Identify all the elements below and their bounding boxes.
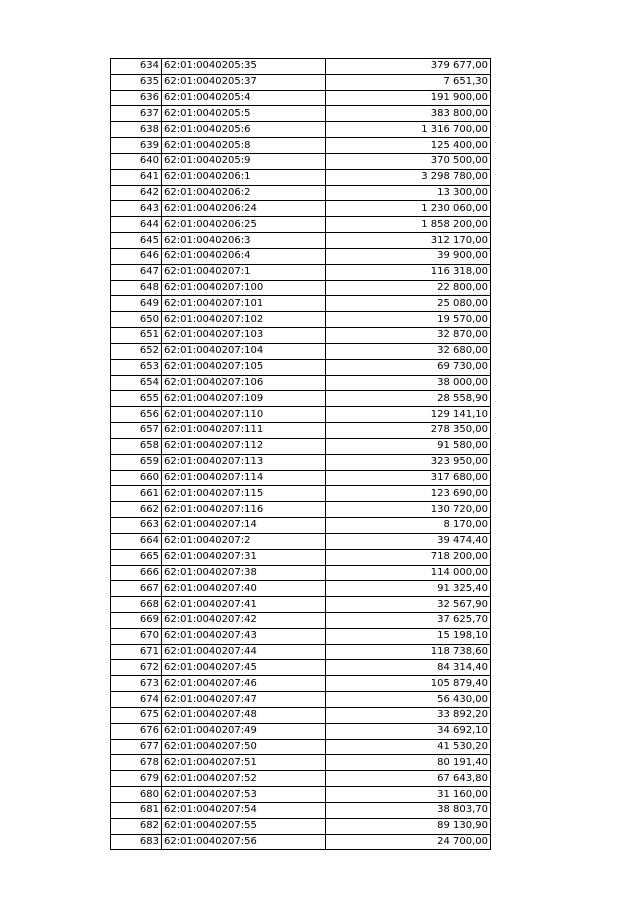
cadastral-value-table	[110, 58, 491, 850]
cadastral-value-cell: 39 474,40	[326, 533, 491, 549]
cadastral-number-cell: 62:01:0040207:2	[162, 533, 326, 549]
row-number-cell: 659	[111, 454, 162, 470]
cadastral-number-cell: 62:01:0040207:112	[162, 438, 326, 454]
cadastral-value-cell: 379 677,00	[326, 59, 491, 75]
row-number-cell: 668	[111, 597, 162, 613]
cadastral-number-cell: 62:01:0040207:38	[162, 565, 326, 581]
row-number-cell: 674	[111, 692, 162, 708]
table-row	[111, 565, 491, 581]
cadastral-value-cell: 19 570,00	[326, 312, 491, 328]
row-number-cell: 670	[111, 628, 162, 644]
row-number-cell: 664	[111, 533, 162, 549]
cadastral-number-cell: 62:01:0040207:116	[162, 502, 326, 518]
table-row	[111, 612, 491, 628]
row-number-cell: 675	[111, 707, 162, 723]
cadastral-number-cell: 62:01:0040207:54	[162, 802, 326, 818]
row-number-cell: 680	[111, 787, 162, 803]
cadastral-value-cell: 125 400,00	[326, 138, 491, 154]
row-number-cell: 660	[111, 470, 162, 486]
row-number-cell: 682	[111, 818, 162, 834]
row-number-cell: 650	[111, 312, 162, 328]
cadastral-number-cell: 62:01:0040207:115	[162, 486, 326, 502]
row-number-cell: 683	[111, 834, 162, 850]
table-row	[111, 502, 491, 518]
table-row	[111, 597, 491, 613]
cadastral-number-cell: 62:01:0040207:50	[162, 739, 326, 755]
cadastral-value-cell: 84 314,40	[326, 660, 491, 676]
table-row	[111, 233, 491, 249]
table-row	[111, 185, 491, 201]
cadastral-value-cell: 13 300,00	[326, 185, 491, 201]
cadastral-value-cell: 718 200,00	[326, 549, 491, 565]
cadastral-number-cell: 62:01:0040207:110	[162, 407, 326, 423]
table-row	[111, 407, 491, 423]
cadastral-value-cell: 1 230 060,00	[326, 201, 491, 217]
cadastral-number-cell: 62:01:0040206:2	[162, 185, 326, 201]
table-row	[111, 518, 491, 534]
cadastral-number-cell: 62:01:0040207:31	[162, 549, 326, 565]
table-row	[111, 90, 491, 106]
row-number-cell: 666	[111, 565, 162, 581]
cadastral-number-cell: 62:01:0040207:53	[162, 787, 326, 803]
cadastral-value-cell: 32 567,90	[326, 597, 491, 613]
row-number-cell: 679	[111, 771, 162, 787]
cadastral-value-cell: 191 900,00	[326, 90, 491, 106]
row-number-cell: 655	[111, 391, 162, 407]
cadastral-value-cell: 3 298 780,00	[326, 169, 491, 185]
cadastral-number-cell: 62:01:0040206:4	[162, 248, 326, 264]
table-row	[111, 153, 491, 169]
cadastral-number-cell: 62:01:0040205:5	[162, 106, 326, 122]
table-row	[111, 723, 491, 739]
cadastral-number-cell: 62:01:0040206:25	[162, 217, 326, 233]
row-number-cell: 657	[111, 423, 162, 439]
row-number-cell: 671	[111, 644, 162, 660]
table-row	[111, 486, 491, 502]
row-number-cell: 677	[111, 739, 162, 755]
row-number-cell: 658	[111, 438, 162, 454]
cadastral-value-cell: 118 738,60	[326, 644, 491, 660]
table-row	[111, 169, 491, 185]
table-row	[111, 438, 491, 454]
table-row	[111, 707, 491, 723]
cadastral-value-cell: 31 160,00	[326, 787, 491, 803]
cadastral-value-cell: 383 800,00	[326, 106, 491, 122]
table-row	[111, 533, 491, 549]
cadastral-value-cell: 1 316 700,00	[326, 122, 491, 138]
cadastral-number-cell: 62:01:0040207:113	[162, 454, 326, 470]
cadastral-value-cell: 24 700,00	[326, 834, 491, 850]
cadastral-number-cell: 62:01:0040205:4	[162, 90, 326, 106]
cadastral-value-cell: 39 900,00	[326, 248, 491, 264]
cadastral-value-cell: 323 950,00	[326, 454, 491, 470]
table-row	[111, 312, 491, 328]
row-number-cell: 634	[111, 59, 162, 75]
cadastral-number-cell: 62:01:0040207:49	[162, 723, 326, 739]
cadastral-value-cell: 105 879,40	[326, 676, 491, 692]
table-row	[111, 343, 491, 359]
row-number-cell: 640	[111, 153, 162, 169]
table-row	[111, 122, 491, 138]
table-row	[111, 59, 491, 75]
table-row	[111, 739, 491, 755]
cadastral-number-cell: 62:01:0040207:41	[162, 597, 326, 613]
cadastral-value-cell: 15 198,10	[326, 628, 491, 644]
table-row	[111, 834, 491, 850]
cadastral-number-cell: 62:01:0040205:37	[162, 74, 326, 90]
cadastral-number-cell: 62:01:0040206:3	[162, 233, 326, 249]
cadastral-value-cell: 34 692,10	[326, 723, 491, 739]
table-row	[111, 628, 491, 644]
cadastral-number-cell: 62:01:0040207:103	[162, 328, 326, 344]
cadastral-value-cell: 116 318,00	[326, 264, 491, 280]
row-number-cell: 651	[111, 328, 162, 344]
cadastral-number-cell: 62:01:0040207:43	[162, 628, 326, 644]
table-row	[111, 692, 491, 708]
row-number-cell: 647	[111, 264, 162, 280]
row-number-cell: 667	[111, 581, 162, 597]
row-number-cell: 676	[111, 723, 162, 739]
cadastral-value-cell: 69 730,00	[326, 359, 491, 375]
table-row	[111, 106, 491, 122]
table-row	[111, 201, 491, 217]
row-number-cell: 638	[111, 122, 162, 138]
cadastral-number-cell: 62:01:0040207:100	[162, 280, 326, 296]
cadastral-number-cell: 62:01:0040207:104	[162, 343, 326, 359]
cadastral-value-cell: 33 892,20	[326, 707, 491, 723]
cadastral-number-cell: 62:01:0040207:102	[162, 312, 326, 328]
cadastral-value-cell: 1 858 200,00	[326, 217, 491, 233]
table-row	[111, 818, 491, 834]
cadastral-value-cell: 123 690,00	[326, 486, 491, 502]
cadastral-value-cell: 91 580,00	[326, 438, 491, 454]
cadastral-number-cell: 62:01:0040207:47	[162, 692, 326, 708]
cadastral-value-cell: 37 625,70	[326, 612, 491, 628]
cadastral-value-cell: 56 430,00	[326, 692, 491, 708]
cadastral-number-cell: 62:01:0040207:111	[162, 423, 326, 439]
cadastral-value-cell: 312 170,00	[326, 233, 491, 249]
row-number-cell: 645	[111, 233, 162, 249]
row-number-cell: 648	[111, 280, 162, 296]
row-number-cell: 672	[111, 660, 162, 676]
cadastral-number-cell: 62:01:0040207:55	[162, 818, 326, 834]
table-row	[111, 217, 491, 233]
row-number-cell: 646	[111, 248, 162, 264]
cadastral-number-cell: 62:01:0040206:1	[162, 169, 326, 185]
table-row	[111, 423, 491, 439]
cadastral-value-cell: 370 500,00	[326, 153, 491, 169]
cadastral-number-cell: 62:01:0040205:6	[162, 122, 326, 138]
cadastral-number-cell: 62:01:0040207:51	[162, 755, 326, 771]
cadastral-number-cell: 62:01:0040206:24	[162, 201, 326, 217]
row-number-cell: 681	[111, 802, 162, 818]
table-row	[111, 74, 491, 90]
table-row	[111, 280, 491, 296]
cadastral-value-cell: 25 080,00	[326, 296, 491, 312]
cadastral-value-cell: 80 191,40	[326, 755, 491, 771]
table-row	[111, 644, 491, 660]
cadastral-number-cell: 62:01:0040207:42	[162, 612, 326, 628]
row-number-cell: 654	[111, 375, 162, 391]
table-row	[111, 328, 491, 344]
row-number-cell: 649	[111, 296, 162, 312]
table-row	[111, 375, 491, 391]
cadastral-number-cell: 62:01:0040207:56	[162, 834, 326, 850]
table-row	[111, 787, 491, 803]
table-row	[111, 264, 491, 280]
row-number-cell: 637	[111, 106, 162, 122]
row-number-cell: 669	[111, 612, 162, 628]
row-number-cell: 663	[111, 518, 162, 534]
table-body	[111, 59, 491, 850]
cadastral-number-cell: 62:01:0040207:14	[162, 518, 326, 534]
cadastral-value-cell: 89 130,90	[326, 818, 491, 834]
table-row	[111, 454, 491, 470]
cadastral-value-cell: 38 000,00	[326, 375, 491, 391]
table-row	[111, 581, 491, 597]
table-row	[111, 359, 491, 375]
table-row	[111, 676, 491, 692]
cadastral-number-cell: 62:01:0040207:44	[162, 644, 326, 660]
row-number-cell: 635	[111, 74, 162, 90]
cadastral-number-cell: 62:01:0040207:46	[162, 676, 326, 692]
row-number-cell: 652	[111, 343, 162, 359]
cadastral-number-cell: 62:01:0040207:105	[162, 359, 326, 375]
row-number-cell: 665	[111, 549, 162, 565]
cadastral-value-cell: 317 680,00	[326, 470, 491, 486]
cadastral-number-cell: 62:01:0040207:40	[162, 581, 326, 597]
cadastral-number-cell: 62:01:0040205:8	[162, 138, 326, 154]
cadastral-number-cell: 62:01:0040205:35	[162, 59, 326, 75]
row-number-cell: 673	[111, 676, 162, 692]
cadastral-value-cell: 38 803,70	[326, 802, 491, 818]
table-row	[111, 660, 491, 676]
cadastral-value-cell: 7 651,30	[326, 74, 491, 90]
cadastral-value-cell: 278 350,00	[326, 423, 491, 439]
cadastral-number-cell: 62:01:0040207:109	[162, 391, 326, 407]
cadastral-number-cell: 62:01:0040207:45	[162, 660, 326, 676]
row-number-cell: 641	[111, 169, 162, 185]
cadastral-value-cell: 22 800,00	[326, 280, 491, 296]
cadastral-value-cell: 67 643,80	[326, 771, 491, 787]
table-row	[111, 138, 491, 154]
row-number-cell: 642	[111, 185, 162, 201]
cadastral-value-cell: 28 558,90	[326, 391, 491, 407]
cadastral-value-cell: 32 680,00	[326, 343, 491, 359]
cadastral-value-cell: 8 170,00	[326, 518, 491, 534]
cadastral-number-cell: 62:01:0040205:9	[162, 153, 326, 169]
row-number-cell: 656	[111, 407, 162, 423]
table-row	[111, 802, 491, 818]
cadastral-number-cell: 62:01:0040207:106	[162, 375, 326, 391]
table-row	[111, 755, 491, 771]
table-row	[111, 296, 491, 312]
table-row	[111, 549, 491, 565]
row-number-cell: 662	[111, 502, 162, 518]
row-number-cell: 643	[111, 201, 162, 217]
cadastral-value-cell: 129 141,10	[326, 407, 491, 423]
row-number-cell: 653	[111, 359, 162, 375]
table-row	[111, 771, 491, 787]
row-number-cell: 636	[111, 90, 162, 106]
cadastral-value-cell: 130 720,00	[326, 502, 491, 518]
cadastral-number-cell: 62:01:0040207:114	[162, 470, 326, 486]
cadastral-number-cell: 62:01:0040207:1	[162, 264, 326, 280]
row-number-cell: 639	[111, 138, 162, 154]
row-number-cell: 678	[111, 755, 162, 771]
row-number-cell: 644	[111, 217, 162, 233]
table-row	[111, 391, 491, 407]
table-row	[111, 248, 491, 264]
cadastral-value-cell: 91 325,40	[326, 581, 491, 597]
cadastral-value-cell: 114 000,00	[326, 565, 491, 581]
table-row	[111, 470, 491, 486]
cadastral-number-cell: 62:01:0040207:101	[162, 296, 326, 312]
cadastral-value-cell: 32 870,00	[326, 328, 491, 344]
cadastral-number-cell: 62:01:0040207:52	[162, 771, 326, 787]
cadastral-value-cell: 41 530,20	[326, 739, 491, 755]
cadastral-number-cell: 62:01:0040207:48	[162, 707, 326, 723]
row-number-cell: 661	[111, 486, 162, 502]
